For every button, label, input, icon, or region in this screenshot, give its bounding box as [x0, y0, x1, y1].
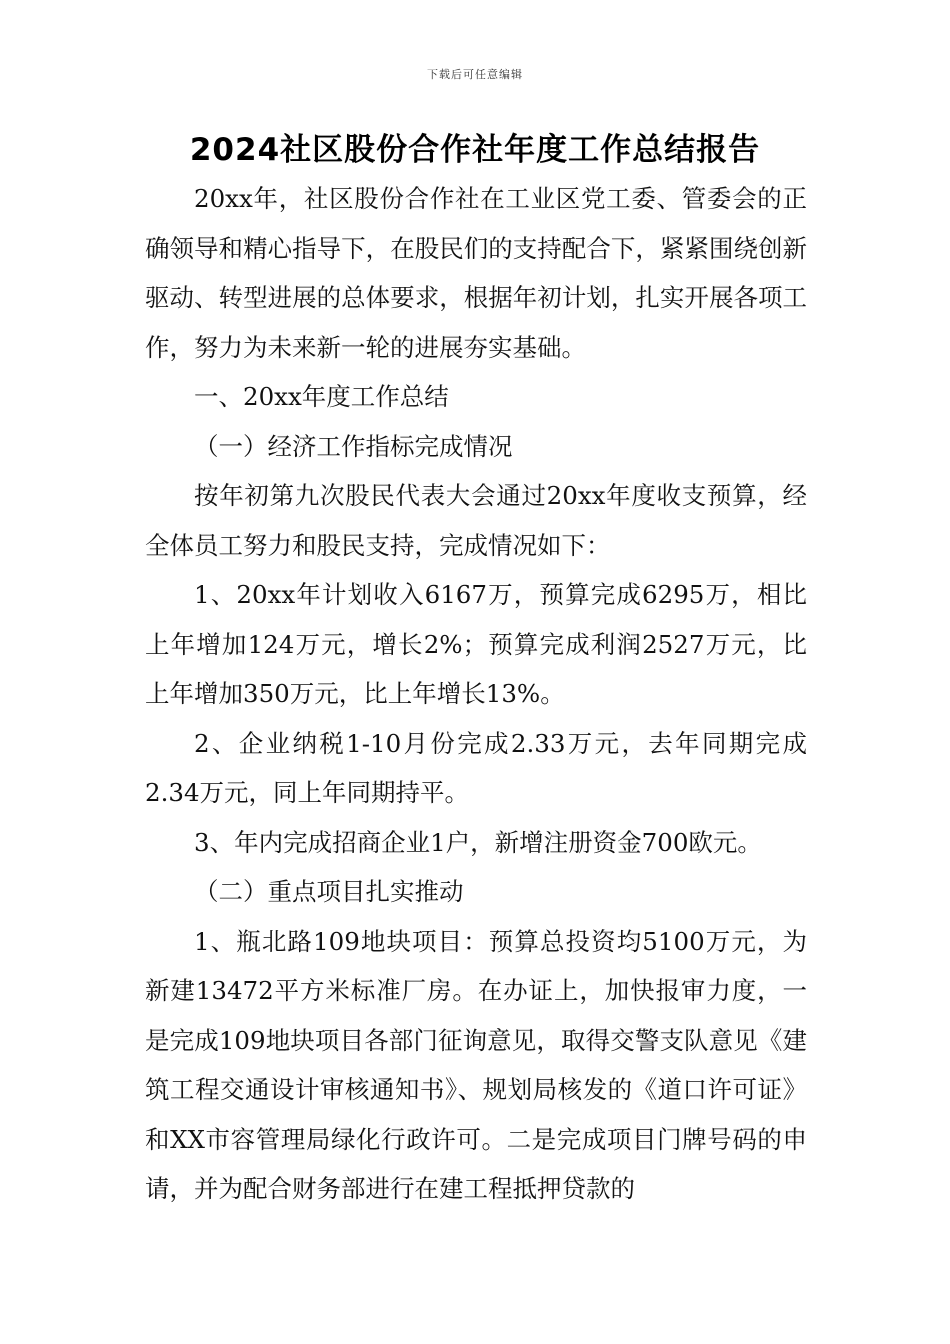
paragraph-item-2: 2、企业纳税1-10月份完成2.33万元，去年同期完成2.34万元，同上年同期持平。 [145, 728, 807, 807]
paragraph-project-1: 1、瓶北路109地块项目：预算总投资均5100万元，为新建13472平方米标准厂房。在办证上，加快报审力度，一是完成109地块项目各部门征询意见，取得交警支队意见《建筑工程交通设计审核通知书》、规划局核发的《道口许可证》和XX市容管理局绿化行政许可。二是完成项目门牌号码的申请，并为配合财务部进行在建工程抵押贷款的 [145, 926, 807, 1203]
paragraph-intro: 20xx年，社区股份合作社在工业区党工委、管委会的正确领导和精心指导下，在股民们的支持配合下，紧紧围绕创新驱动、转型进展的总体要求，根据年初计划，扎实开展各项工作，努力为未来新一轮的进展夯实基础。 [145, 184, 807, 362]
header-note: 下载后可任意编辑 [427, 68, 523, 81]
section-heading-1: 一、20xx年度工作总结 [194, 382, 449, 411]
paragraph-budget: 按年初第九次股民代表大会通过20xx年度收支预算，经全体员工努力和股民支持，完成情况如下： [145, 481, 807, 560]
paragraph-item-3: 3、年内完成招商企业1户，新增注册资金700欧元。 [194, 827, 762, 857]
subsection-heading-1: （一）经济工作指标完成情况 [194, 431, 513, 461]
document-title: 2024社区股份合作社年度工作总结报告 [189, 132, 761, 168]
subsection-heading-2: （二）重点项目扎实推动 [194, 877, 464, 906]
document-body [145, 174, 807, 1214]
paragraph-item-1: 1、20xx年计划收入6167万，预算完成6295万，相比上年增加124万元，增长2%；预算完成利润2527万元，比上年增加350万元，比上年增长13%。 [145, 580, 807, 708]
